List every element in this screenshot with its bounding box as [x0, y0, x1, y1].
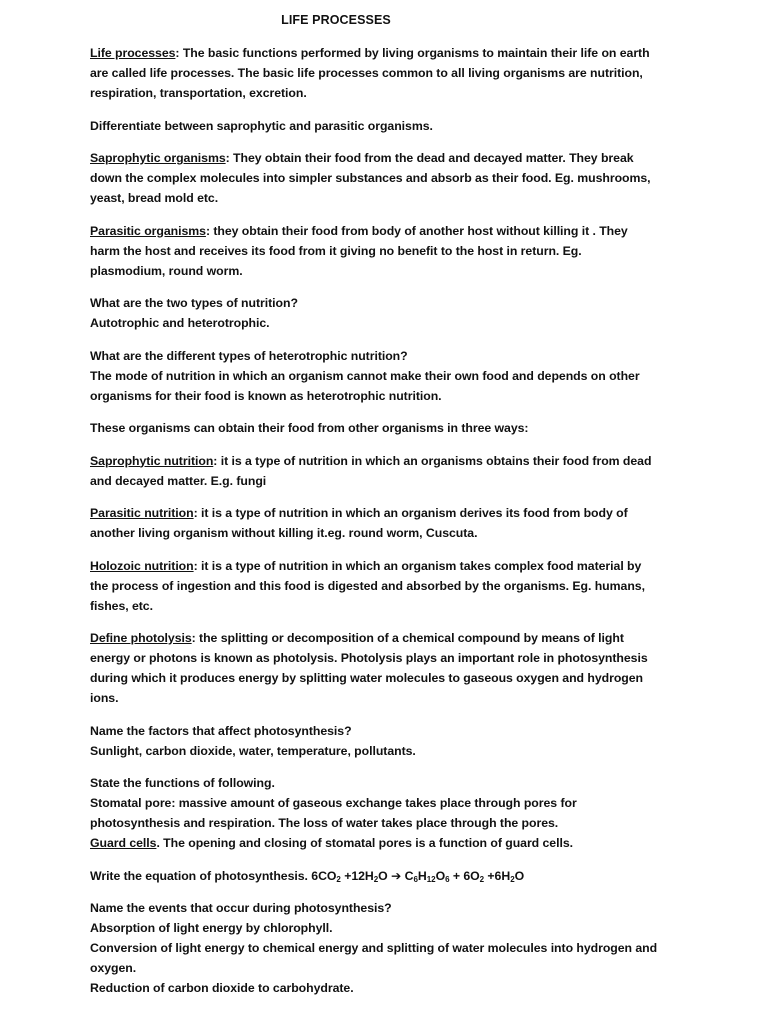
paragraph-holozoic-nutrition: [90, 556, 660, 616]
answer-guard-cells: [90, 833, 660, 853]
qa-functions: [90, 773, 660, 853]
qa-factors: [90, 721, 660, 761]
term-guard-cells: Guard cells: [90, 836, 157, 850]
answer-stomatal-pore: Stomatal pore: massive amount of gaseous exchange takes place through pores for photosynthesis and respiration. The loss of water takes place through the pores.: [90, 796, 577, 830]
eq-subscript: 2: [510, 874, 515, 884]
eq-subscript: 6: [413, 874, 418, 884]
term-parasitic-organisms: Parasitic organisms: [90, 223, 206, 238]
term-photolysis: Define photolysis: [90, 631, 192, 645]
photosynthesis-equation: [311, 869, 524, 883]
paragraph-parasitic-organisms: [90, 221, 660, 281]
text-saprophytic-nutrition: : it is a type of nutrition in which an organisms obtains their food from dead and decayed matter. E.g. fungi: [90, 453, 652, 488]
answer-event-1: Absorption of light energy by chlorophyll.: [90, 921, 333, 935]
qa-heterotrophic: [90, 346, 660, 406]
eq-subscript: 6: [445, 874, 450, 884]
paragraph-life-processes: [90, 43, 660, 103]
term-holozoic-nutrition: Holozoic nutrition: [90, 558, 194, 573]
page-title: LIFE PROCESSES: [281, 13, 391, 27]
eq-subscript: 2: [373, 874, 379, 884]
question-functions: State the functions of following.: [90, 776, 275, 790]
qa-types-of-nutrition: [90, 293, 660, 333]
eq-part: + 6O: [449, 868, 480, 883]
question-equation: Write the equation of photosynthesis.: [90, 868, 312, 883]
eq-subscript: 2: [336, 874, 341, 884]
eq-part: C: [401, 868, 414, 883]
answer-event-2: Conversion of light energy to chemical energy and splitting of water molecules into hydrogen and oxygen.: [90, 941, 658, 975]
paragraph-parasitic-nutrition: [90, 503, 660, 543]
eq-part: 6CO: [311, 868, 337, 883]
eq-part: O: [514, 868, 525, 883]
text-life-processes: : The basic functions performed by living organisms to maintain their life on earth are called life processes. The basic life processes common to all living organisms are nutrition, respiration, transportation, excretion.: [90, 46, 650, 100]
term-saprophytic-organisms: Saprophytic organisms: [90, 151, 226, 165]
paragraph-saprophytic-nutrition: [90, 451, 660, 491]
eq-part: O: [378, 868, 392, 883]
question-types-of-nutrition: What are the two types of nutrition?: [90, 296, 298, 310]
eq-part: O: [435, 868, 446, 883]
eq-subscript: 12: [426, 874, 436, 884]
eq-part: H: [417, 868, 427, 883]
term-parasitic-nutrition: Parasitic nutrition: [90, 506, 194, 520]
eq-subscript: 2: [479, 874, 485, 884]
question-heterotrophic: What are the different types of heterotrophic nutrition?: [90, 348, 408, 363]
qa-events: [90, 898, 660, 998]
paragraph-saprophytic-organisms: [90, 148, 660, 208]
term-saprophytic-nutrition: Saprophytic nutrition: [90, 453, 214, 468]
qa-equation: [90, 866, 660, 886]
text-photolysis: : the splitting or decomposition of a chemical compound by means of light energy or photons is known as photolysis. Photolysis plays an important role in photosynthesis during which it produces energy by splitting water molecules to gaseous oxygen and hydrogen ions.: [90, 631, 648, 705]
text-saprophytic-organisms: : They obtain their food from the dead and decayed matter. They break down the complex molecules into simpler substances and absorb as their food. Eg. mushrooms, yeast, bread mold etc.: [90, 151, 651, 205]
text-parasitic-organisms: : they obtain their food from body of another host without killing it . They harm the host and receives its food from it giving no benefit to the host in return. Eg. plasmodium, round worm.: [90, 223, 628, 278]
text-holozoic-nutrition: : it is a type of nutrition in which an organism takes complex food material by the process of ingestion and this food is digested and absorbed by the organisms. Eg. humans, fishes, etc.: [90, 558, 645, 613]
paragraph-photolysis: [90, 628, 660, 708]
answer-types-of-nutrition: Autotrophic and heterotrophic.: [90, 316, 270, 330]
eq-part: +12H: [340, 868, 374, 883]
question-factors: Name the factors that affect photosynthesis?: [90, 723, 352, 738]
eq-part: +6H: [484, 868, 511, 883]
text-guard-cells: . The opening and closing of stomatal pores is a function of guard cells.: [156, 836, 573, 850]
paragraph-three-ways: These organisms can obtain their food from other organisms in three ways:: [90, 421, 529, 435]
answer-factors: Sunlight, carbon dioxide, water, temperature, pollutants.: [90, 743, 416, 758]
answer-event-3: Reduction of carbon dioxide to carbohydrate.: [90, 981, 354, 995]
term-life-processes: Life processes: [90, 46, 176, 60]
text-parasitic-nutrition: : it is a type of nutrition in which an organism derives its food from body of another living organism without killing it.eg. round worm, Cuscuta.: [90, 506, 628, 540]
arrow-icon: ➔: [391, 868, 402, 883]
answer-heterotrophic: The mode of nutrition in which an organism cannot make their own food and depends on other organisms for their food is known as heterotrophic nutrition.: [90, 368, 640, 403]
question-differentiate: Differentiate between saprophytic and parasitic organisms.: [90, 118, 433, 133]
question-events: Name the events that occur during photosynthesis?: [90, 901, 392, 915]
